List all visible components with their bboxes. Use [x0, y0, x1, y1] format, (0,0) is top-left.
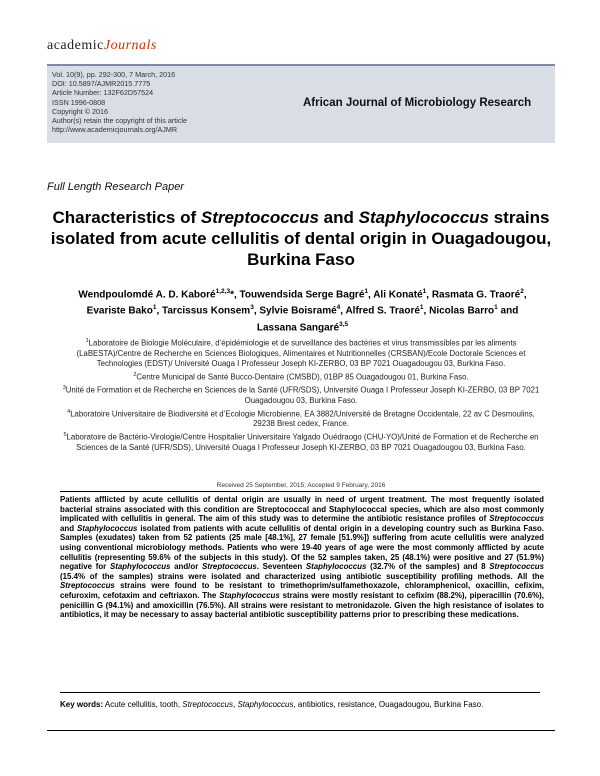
- title-part: Characteristics of: [52, 208, 201, 227]
- abstract-text: (15.4% of the samples) strains were isolated and characterized using antibiotic susceptibility profiling methods. All the: [60, 571, 544, 581]
- abstract-text: Patients afflicted by acute cellulitis of dental origin are usually in need of urgent treatment. The most frequently isolated bacterial strains associated with this condition are Streptococcal and Staphylococcal species, which are also most commonly implicated with cellulitis in general. The aim of this study was to determine the antibiotic resistance profiles of: [60, 495, 544, 524]
- author-affiliation-marker: 3,5: [339, 320, 349, 328]
- author-affiliation-marker: 1: [422, 288, 427, 295]
- abstract-text: strains were found to be resistant to trimethoprim/sulfamethoxazole, chloramphenicol, oxacillin, cefixim, cefuroxim, cefotaxim and ceftriaxon. The: [60, 581, 544, 600]
- keyword-text: Staphylococcus: [237, 700, 294, 709]
- keyword-text: Acute cellulitis, tooth,: [103, 700, 183, 709]
- author-name: Touwendsida Serge Bagré: [239, 289, 365, 301]
- meta-line: Vol. 10(9), pp. 292-300, 7 March, 2016: [52, 70, 176, 79]
- journal-url-link[interactable]: http://www.academicjournals.org/AJMR: [52, 125, 178, 135]
- abstract-species-name: Streptococcus: [489, 562, 544, 572]
- title-species-2: Staphylococcus: [358, 208, 489, 227]
- logo-text-journals: Journals: [103, 38, 157, 53]
- keyword-text: Streptococcus: [182, 700, 233, 709]
- affiliation-marker: 4: [67, 408, 71, 415]
- affiliation-item: [58, 370, 544, 383]
- affiliation-marker: 3: [62, 385, 66, 392]
- author-affiliation-marker: 2: [520, 288, 524, 295]
- author-separator: *,: [230, 289, 240, 301]
- title-species-1: Streptococcus: [200, 208, 319, 227]
- author-affiliation-marker: 1,2,3: [215, 288, 231, 295]
- author-affiliation-marker: 1: [152, 304, 157, 312]
- abstract-text: (32.7% of the samples) and 8: [366, 562, 490, 572]
- author-name: Lassana Sangaré: [256, 321, 340, 333]
- article-title: [47, 207, 555, 270]
- author-name: Tarcissus Konsem: [162, 305, 251, 317]
- author-name: Ali Konaté: [373, 289, 423, 301]
- author-affiliation-marker: 1: [364, 288, 368, 295]
- affiliation-item: [58, 336, 544, 369]
- affiliation-marker: 5: [63, 432, 67, 439]
- author-affiliation-marker: 1: [419, 304, 424, 312]
- abstract-species-name: Staphylococcus: [219, 590, 280, 600]
- article-meta: [52, 70, 187, 134]
- abstract-text: and/or: [170, 562, 202, 572]
- publisher-logo[interactable]: [47, 38, 157, 54]
- author-list: [70, 285, 535, 334]
- author-separator: ,: [523, 289, 527, 301]
- meta-line: ISSN 1996-0808: [52, 97, 106, 107]
- abstract-species-name: Streptococcus: [60, 581, 115, 591]
- affiliation-text: Laboratoire Universitaire de Biodiversité et d’Ecologie Microbienne, EA 3882/Université de Bretagne Occidentale, 22 av C Desmoulins, 29238 Brest cedex, France.: [70, 409, 535, 429]
- journal-name: African Journal of Microbiology Research: [303, 97, 532, 109]
- meta-line: DOI: 10.5897/AJMR2015.7775: [52, 79, 151, 89]
- abstract-species-name: Staphylococcus: [305, 562, 367, 572]
- abstract-text: strains were mostly resistant to cefixim (88.2%), piperacillin (70.6%), penicillin G (94.1%) and amoxicillin (76.5%). All strains were resistant to metronidazole. Given the high resistance of isolates to antibiotics, it may be necessary to assay bacterial antibiotic susceptibility patterns prior to prescribing these medications.: [60, 590, 544, 620]
- author-separator: ,: [253, 305, 260, 317]
- author-separator: ,: [426, 289, 432, 301]
- received-accepted-dates: Received 25 September, 2015; Accepted 9 February, 2016: [216, 482, 386, 489]
- author-separator: ,: [368, 289, 374, 301]
- footer-rule: [47, 730, 555, 731]
- author-separator: ,: [423, 305, 430, 317]
- affiliation-marker: 2: [133, 371, 137, 378]
- author-separator: ,: [340, 305, 346, 317]
- keyword-text: ,: [232, 700, 238, 709]
- title-part: and: [318, 208, 359, 227]
- abstract-species-name: Staphylococcus: [109, 562, 171, 572]
- abstract-text: and: [60, 523, 77, 533]
- keywords: [60, 700, 544, 710]
- abstract-top-rule: [60, 491, 540, 492]
- author-name: Nicolas Barro: [429, 305, 495, 317]
- author-affiliation-marker: 4: [336, 304, 341, 312]
- article-type: Full Length Research Paper: [47, 181, 184, 193]
- affiliation-text: Laboratoire de Bactério-Virologie/Centre Hospitalier Universitaire Yalgado Ouédraogo (CHU-YO)/Unité de Formation et de Recherche en Sciences de la Santé (UFR/SDS), Université Ouaga I Professeur Joseph KI-ZERBO, 03 BP 7021 Ouagadougou 03, Burkina Faso.: [66, 432, 539, 452]
- author-name: Rasmata G. Traoré: [431, 289, 521, 301]
- abstract-text: . Seventeen: [256, 562, 306, 572]
- meta-line: Article Number: 132F62D57524: [52, 88, 154, 98]
- keyword-text: , antibiotics, resistance, Ouagadougou, Burkina Faso.: [293, 700, 484, 709]
- keywords-label: Key words:: [60, 700, 104, 709]
- author-name: Evariste Bako: [86, 305, 153, 317]
- abstract-bottom-rule: [60, 692, 540, 693]
- abstract-text: isolated from patients with acute cellulitis of dental origin in a developing country such as Burkina Faso. Samples (exudates) taken from 52 patients (25 male [48.1%], 27 female [51.9%]) suffering from acute cellulitis were analyzed using conventional microbiology methods. Patients who were 19-40 years of age were the most commonly afflicted by acute cellulitis (representing 59.6% of the subjects in this study). Of the 52 samples taken, 25 (48.1%) were positive and 27 (51.9%) negative for: [60, 523, 544, 572]
- meta-line: Author(s) retain the copyright of this article: [52, 116, 188, 126]
- author-separator: ,: [156, 305, 162, 317]
- author-affiliation-marker: 1: [494, 304, 498, 312]
- author-separator: and: [497, 305, 519, 317]
- author-name: Wendpoulomdé A. D. Kaboré: [78, 289, 216, 301]
- affiliation-text: Unité de Formation et de Recherche en Sciences de la Santé (UFR/SDS), Université Ouaga I Professeur Joseph KI-ZERBO, 03 BP 7021 Ouagadougou 03, Burkina Faso.: [65, 385, 540, 405]
- abstract-species-name: Staphylococcus: [76, 523, 138, 533]
- meta-line: Copyright © 2016: [52, 106, 109, 116]
- affiliation-list: [58, 336, 544, 454]
- author-name: Alfred S. Traoré: [345, 305, 420, 317]
- title-part: strains isolated from acute cellulitis of dental origin in Ouagadougou, Burkina Faso: [50, 208, 552, 269]
- abstract: [60, 495, 544, 620]
- header-top-bar: [47, 64, 555, 66]
- affiliation-marker: 1: [85, 338, 89, 344]
- affiliation-item: [58, 383, 544, 406]
- affiliation-text: Centre Municipal de Santé Bucco-Dentaire (CMSBD), 01BP 85 Ouagadougou 01, Burkina Faso.: [136, 372, 469, 382]
- author-affiliation-marker: 3: [250, 304, 254, 312]
- affiliation-item: [58, 407, 544, 430]
- affiliation-text: Laboratoire de Biologie Moléculaire, d’épidémiologie et de surveillance des bactéries et virus transmissibles par les aliments (LaBESTA)/Centre de Recherche en Sciences Biologiques, Alimentaires et Nutritionnelles (CRSBAN)/Ecole Doctorale Sciences et Technologies (EDST)/ Université Ouaga I Professeur Joseph KI-ZERBO, 03 BP 7021 Ouagadougou 03, Burkina Faso.: [76, 338, 526, 368]
- affiliation-item: [58, 430, 544, 453]
- abstract-species-name: Streptococcus: [489, 514, 544, 524]
- abstract-species-name: Streptococcus: [201, 562, 257, 572]
- logo-text-academic: academic: [47, 38, 104, 53]
- author-name: Sylvie Boisramé: [259, 305, 337, 317]
